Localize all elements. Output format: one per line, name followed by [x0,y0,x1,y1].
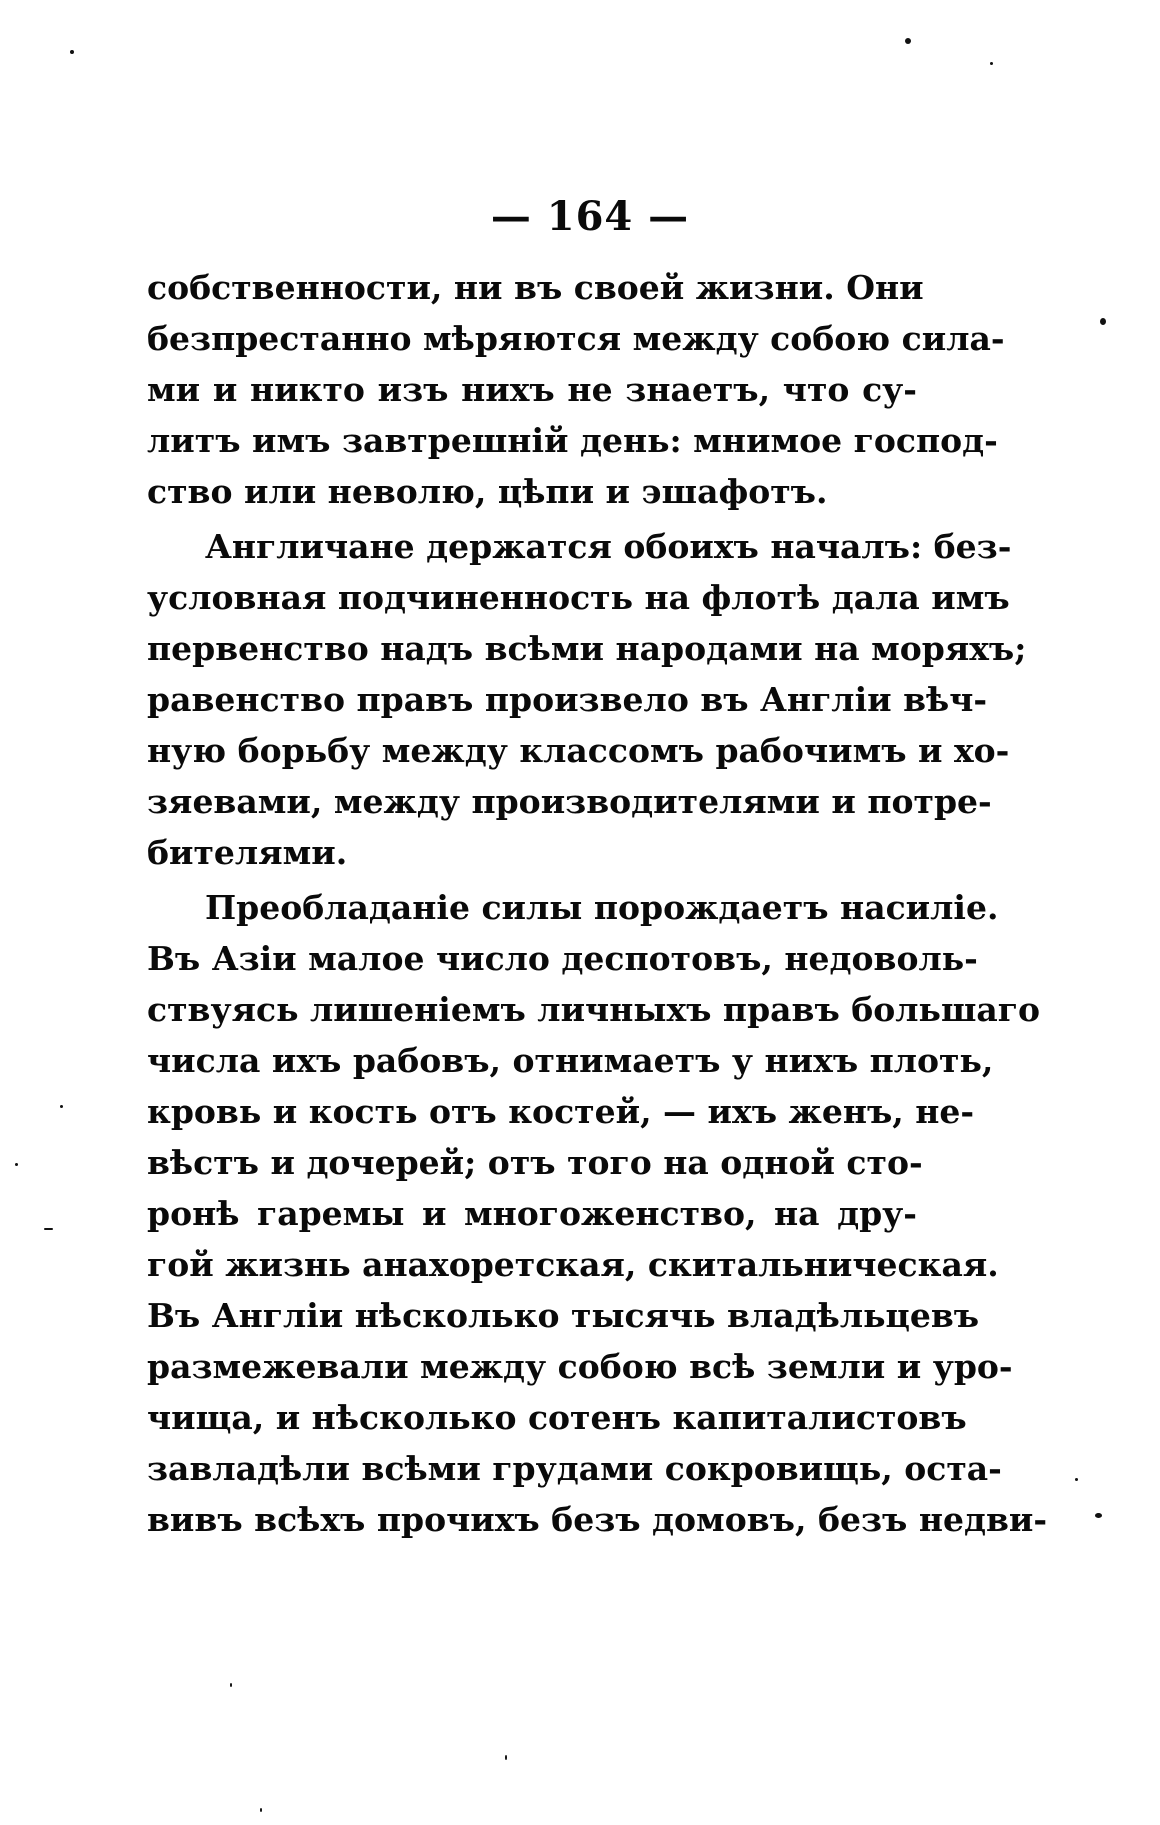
text-line: ронѣ гаремы и многоженство, на дру- [147,1194,917,1233]
text-line: Преобладаніе силы порождаетъ насиліе. [205,888,999,927]
text-line: чища, и нѣсколько сотенъ капиталистовъ [147,1398,967,1437]
text-line: кровь и кость отъ костей, — ихъ женъ, не- [147,1092,975,1131]
text-line: условная подчиненность на флотѣ дала имъ [147,578,1010,617]
text-line: завладѣли всѣми грудами сокровищь, оста- [147,1449,1002,1488]
text-line: равенство правъ произвело въ Англіи вѣч- [147,680,988,719]
scan-speck [905,38,911,44]
text-line: литъ имъ завтрешній день: мнимое господ- [147,421,998,460]
text-line: ную борьбу между классомъ рабочимъ и хо- [147,731,1010,770]
text-line: ми и никто изъ нихъ не знаетъ, что су- [147,370,917,409]
text-line: ствуясь лишеніемъ личныхъ правъ большаго [147,990,1041,1029]
text-line: числа ихъ рабовъ, отнимаетъ у нихъ плоть, [147,1041,994,1080]
text-line: вѣстъ и дочерей; отъ того на одной сто- [147,1143,923,1182]
text-line: ство или неволю, цѣпи и эшафотъ. [147,472,828,511]
page-number: — 164 — [490,193,690,240]
text-line: безпрестанно мѣряются между собою сила- [147,319,1005,358]
text-line: первенство надъ всѣми народами на моряхъ; [147,629,1027,668]
scan-speck [505,1755,507,1760]
text-line: Въ Азіи малое число деспотовъ, недоволь- [147,939,978,978]
scan-speck [990,62,993,65]
paragraph-1 [147,262,1005,517]
scan-speck [1095,1513,1102,1518]
body-text [147,262,1048,1545]
scan-speck [70,50,74,54]
text-line: Въ Англіи нѣсколько тысячь владѣльцевъ [147,1296,980,1335]
text-line: Англичане держатся обоихъ началъ: без- [205,527,1012,566]
paragraph-3 [147,882,1048,1545]
scan-speck [44,1228,53,1230]
scan-speck [260,1808,262,1812]
text-line: гой жизнь анахоретская, скитальническая. [147,1245,999,1284]
scan-speck [15,1163,18,1166]
scan-speck [1100,318,1106,325]
scan-speck [1075,1478,1078,1481]
text-line: бителями. [147,833,348,872]
scan-speck [60,1105,63,1108]
text-line: вивъ всѣхъ прочихъ безъ домовъ, безъ недви- [147,1500,1048,1539]
scan-speck [230,1683,232,1687]
text-line: зяевами, между производителями и потре- [147,782,992,821]
paragraph-2 [147,521,1027,878]
text-line: размежевали между собою всѣ земли и уро- [147,1347,1013,1386]
text-line: собственности, ни въ своей жизни. Они [147,268,924,307]
